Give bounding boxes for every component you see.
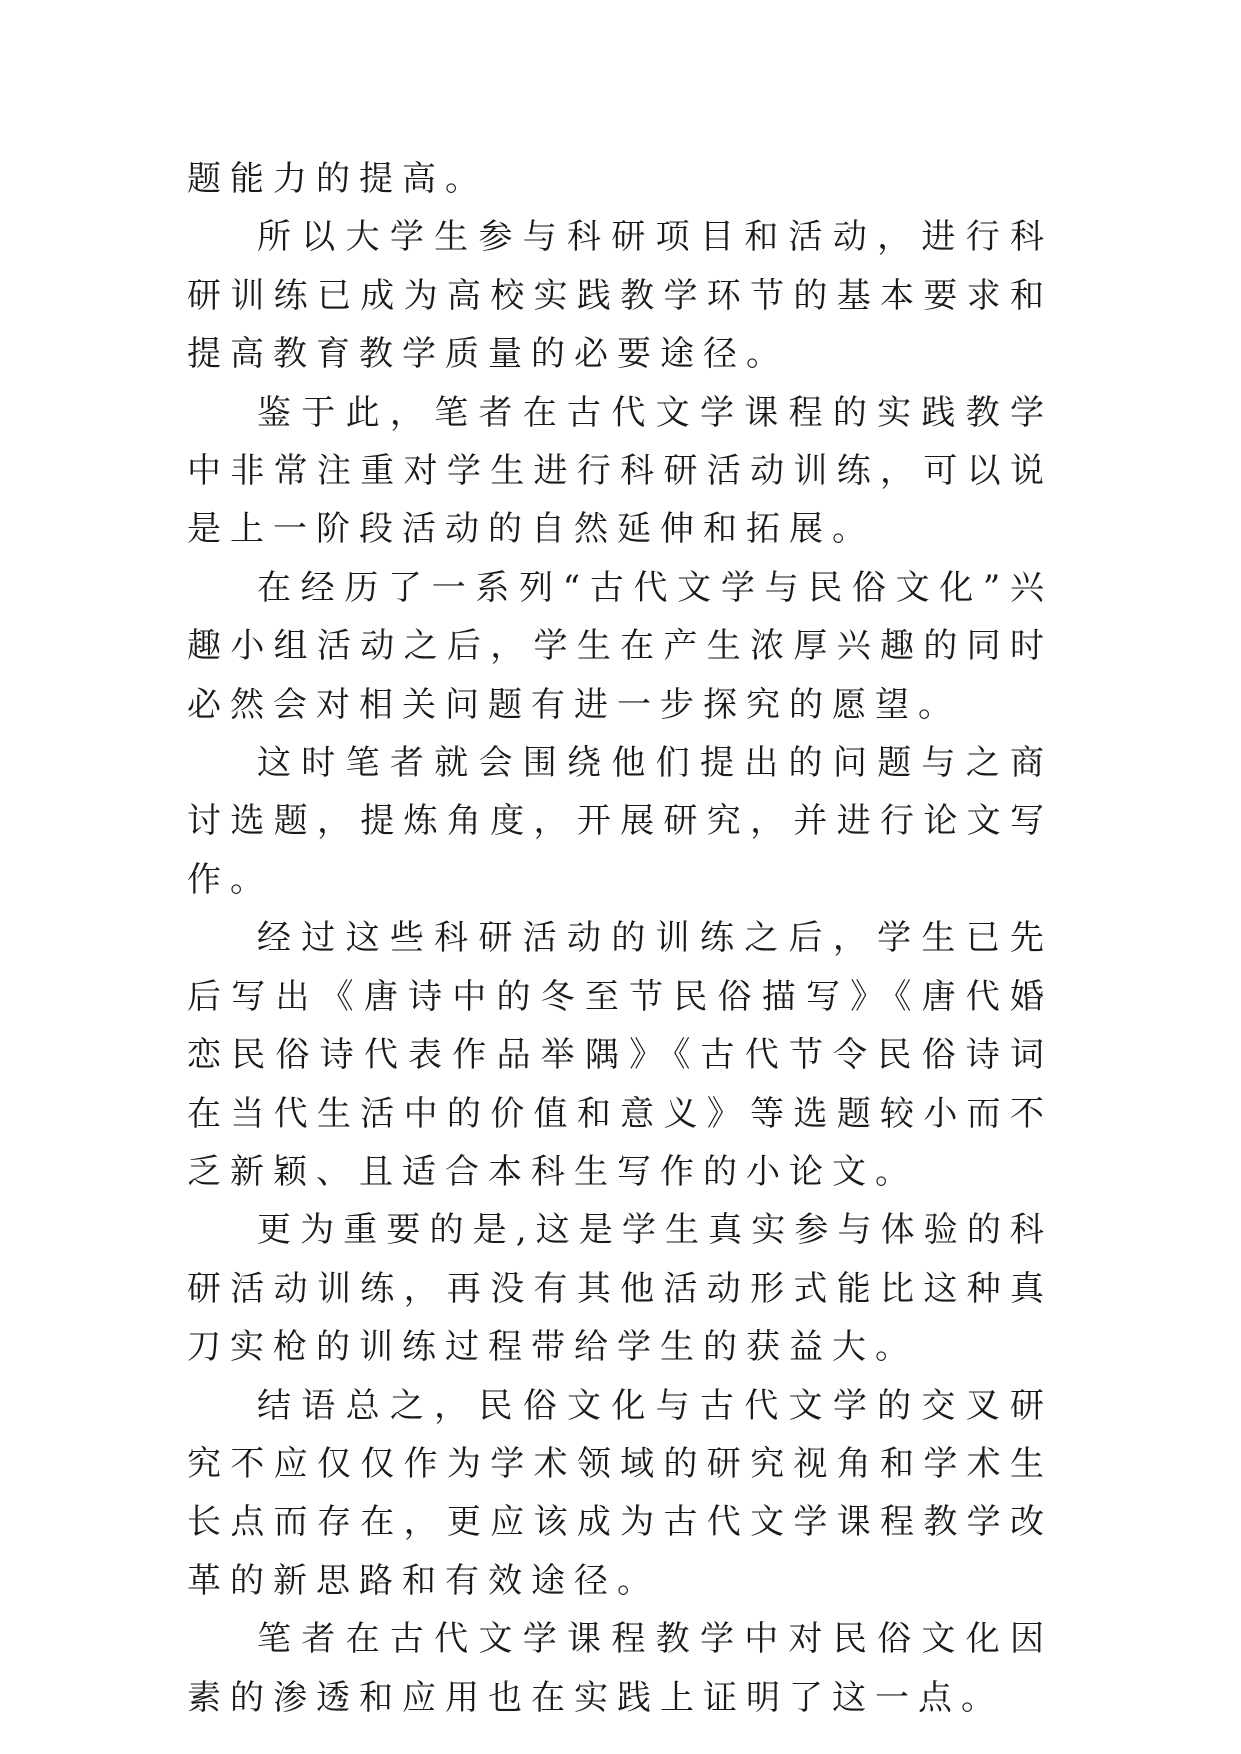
paragraph-4: 在经历了一系列“古代文学与民俗文化”兴趣小组活动之后，学生在产生浓厚兴趣的同时必然会对相关问题有进一步探究的愿望。 [187,567,1053,725]
paragraph-6: 经过这些科研活动的训练之后，学生已先后写出《唐诗中的冬至节民俗描写》《唐代婚恋民俗诗代表作品举隅》《古代节令民俗诗词在当代生活中的价值和意义》等选题较小而不乏新颖、且适合本科生写作的小论文。 [187,918,1053,1192]
paragraph-3: 鉴于此，笔者在古代文学课程的实践教学中非常注重对学生进行科研活动训练，可以说是上一阶段活动的自然延伸和拓展。 [187,392,1053,550]
document-body [187,150,1053,1727]
paragraph-8: 结语总之，民俗文化与古代文学的交叉研究不应仅仅作为学术领域的研究视角和学术生长点而存在，更应该成为古代文学课程教学改革的新思路和有效途径。 [187,1385,1053,1601]
paragraph-1: 题能力的提高。 [187,159,488,199]
paragraph-9: 笔者在古代文学课程教学中对民俗文化因素的渗透和应用也在实践上证明了这一点。 [187,1619,1053,1718]
paragraph-2: 所以大学生参与科研项目和活动，进行科研训练已成为高校实践教学环节的基本要求和提高教育教学质量的必要途径。 [187,217,1053,375]
paragraph-5: 这时笔者就会围绕他们提出的问题与之商讨选题，提炼角度，开展研究，并进行论文写作。 [187,743,1053,900]
paragraph-7: 更为重要的是,这是学生真实参与体验的科研活动训练，再没有其他活动形式能比这种真刀实枪的训练过程带给学生的获益大。 [187,1210,1053,1368]
